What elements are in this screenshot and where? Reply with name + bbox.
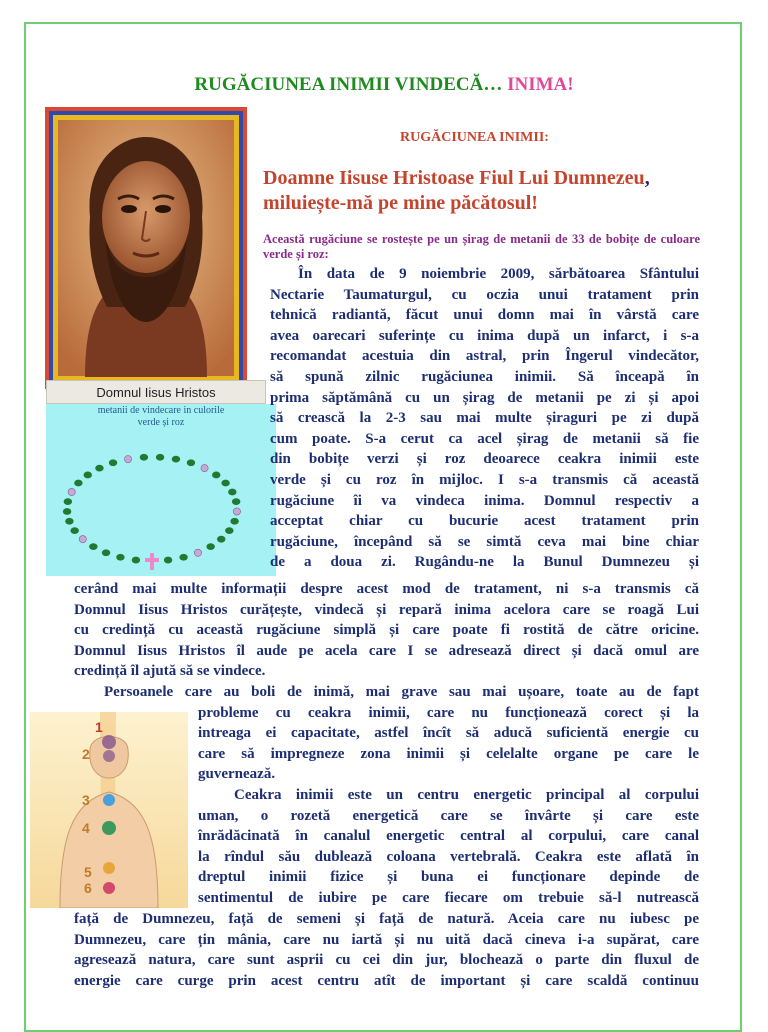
text-line: cum poate. S-a cerut ca acel șirag de metanii să fie <box>270 430 699 447</box>
green-bead <box>116 554 124 561</box>
green-bead <box>172 456 180 463</box>
green-bead <box>70 527 78 534</box>
chakra-number-2: 2 <box>82 746 90 762</box>
chakra-number-3: 3 <box>82 792 90 808</box>
page-title <box>0 74 768 96</box>
text-line: să crească la 2-3 sau mai multe șiraguri pe zi după <box>270 410 699 427</box>
paragraph-1-top <box>270 264 699 573</box>
paragraph-3-top <box>198 785 699 909</box>
green-bead <box>206 543 214 550</box>
portrait-image <box>45 107 247 389</box>
portrait-caption: Domnul Iisus Hristos <box>46 380 266 404</box>
text-line: dreptul inimii fizice și buna ei funcționare depinde de <box>198 869 699 886</box>
chakra-number-6: 6 <box>84 880 92 896</box>
rosary-beads <box>46 404 276 576</box>
green-bead <box>217 536 225 543</box>
green-bead <box>228 489 236 496</box>
text-line: prima săptămână cu un șirag de metanii pe zi și apoi <box>270 389 699 406</box>
pink-bead <box>79 536 86 543</box>
rosary-image <box>46 404 276 576</box>
rosary-cross <box>145 553 159 570</box>
text-line: care să impregneze zona inimii și celelalte organe pe care le <box>198 745 699 762</box>
text-line: guvernează. <box>198 766 276 783</box>
chakra-number-4: 4 <box>82 820 90 836</box>
paragraph-2 <box>198 703 699 785</box>
text-line: să spună zilnic rugăciunea inimii. Să înceapă în <box>270 368 699 385</box>
chakra-figure <box>30 712 188 908</box>
prayer-heading: RUGĂCIUNEA INIMII: <box>400 130 549 145</box>
green-bead <box>164 557 172 564</box>
text-line: Ceakra inimii este un centru energetic principal al corpului <box>234 787 699 803</box>
text-line: uman, o rozetă energetică care se învârte și care este <box>198 807 699 824</box>
text-line: tehnică radiantă, făcut unui domn mai în vârstă care <box>270 307 699 324</box>
title-main: RUGĂCIUNEA INIMII VINDECĂ… <box>194 74 503 95</box>
text-line: avea oarecari suferințe cu inima după un infarct, i s-a <box>270 327 699 344</box>
text-line: Dumnezeu, care țin mânia, care nu iartă și nu uită dacă cineva i-a supărat, care <box>74 931 699 948</box>
text-line: înrădăcinată în canalul energetic central al corpului, care canal <box>198 828 699 845</box>
text-line: cu credință cu această rugăciune simplă și care poate fi rostită de către oricine. <box>74 622 699 639</box>
text-line: Domnul Iisus Hristos curățește, vindecă și repară inima acelora care se roagă Lui <box>74 601 699 618</box>
text-line: la rîndul său dublează coloana vertebrală. Ceakra este aflată în <box>198 848 699 865</box>
green-bead <box>187 459 195 466</box>
green-bead <box>64 498 72 505</box>
prayer-note: Această rugăciune se rostește pe un șirag de metanii de 33 de bobițe de culoare verde și roz: <box>263 232 700 261</box>
text-line: În data de 9 noiembrie 2009, sărbătoarea Sfântului <box>298 266 699 282</box>
text-line: recomandat acestuia din astral, prin Îngerul vindecător, <box>270 348 699 365</box>
green-bead <box>109 459 117 466</box>
text-line: Nectarie Taumaturgul, cu oczia unui tratament prin <box>270 286 699 303</box>
green-bead <box>65 518 73 525</box>
text-line: probleme cu ceakra inimii, care nu funcționează corect și la <box>198 704 699 721</box>
pink-bead <box>233 508 240 515</box>
green-bead <box>221 480 229 487</box>
green-bead <box>225 527 233 534</box>
text-line: energie care curge prin acest centru atît de important și care scaldă continuu <box>74 972 699 989</box>
text-line: sentimentul de iubire pe care fiecare om trebuie să-l nutrească <box>198 889 699 906</box>
green-bead <box>95 465 103 472</box>
paragraph-3-bottom <box>74 909 699 991</box>
text-line: acceptat chiar cu bucurie acest tratament prin <box>270 513 699 530</box>
pink-bead <box>201 465 208 472</box>
pink-bead <box>124 456 131 463</box>
text-line: din bobițe verzi și roz deoarece ceakra inimii este <box>270 451 699 468</box>
text-line: rugăciune, începând să se simtă ceva mai bine chiar <box>270 533 699 550</box>
text-line: Persoanele care au boli de inimă, mai grave sau mai ușoare, toate au de fapt <box>104 684 699 700</box>
green-bead <box>212 472 220 479</box>
green-bead <box>230 518 238 525</box>
paragraph-2-first-line <box>104 682 699 703</box>
prayer-line-2: miluiește-mă pe mine păcătosul! <box>263 192 538 214</box>
green-bead <box>140 454 148 461</box>
text-line: de a doua zi. Rugându-ne la Bunul Dumnezeu și <box>270 554 699 571</box>
rosary-caption: metanii de vindecare in culorile verde și roz <box>97 405 225 428</box>
chakra-number-5: 5 <box>84 864 92 880</box>
prayer-line-1: Doamne Iisuse Hristoase Fiul Lui Dumnezeu <box>263 167 645 189</box>
green-bead <box>156 454 164 461</box>
green-bead <box>74 480 82 487</box>
text-line: rugăciune îi va vindeca inima. Domnul respectiv a <box>270 492 699 509</box>
green-bead <box>63 508 71 515</box>
text-line: față de Dumnezeu, față de semeni și față de natură. Aceia care nu iubesc pe <box>74 911 699 927</box>
text-line: Domnul Iisus Hristos îl aude pe acela care I se adresează direct și dacă omul are <box>74 642 699 659</box>
green-bead <box>179 554 187 561</box>
paragraph-1-bottom <box>74 579 699 682</box>
green-bead <box>84 472 92 479</box>
pink-bead <box>194 549 201 556</box>
title-accent: INIMA! <box>507 74 574 95</box>
text-line: intreaga ei capacitate, astfel încît să aducă suficientă energie cu <box>198 725 699 742</box>
chakra-number-1: 1 <box>95 719 103 735</box>
green-bead <box>102 549 110 556</box>
green-bead <box>232 498 240 505</box>
text-line: verde și cu roz în mijloc. I s-a transmis că această <box>270 471 699 488</box>
text-line: credință îl ajută să se vindece. <box>74 663 266 680</box>
text-line: cerând mai multe informații despre acest mod de tratament, ni s-a transmis că <box>74 581 699 597</box>
green-bead <box>89 543 97 550</box>
text-line: agresează natura, care sunt asprii cu cei din jur, blochează o parte din fluxul de <box>74 952 699 969</box>
pink-bead <box>68 488 75 495</box>
prayer-text: Doamne Iisuse Hristoase Fiul Lui Dumnezeu, miluiește-mă pe mine păcătosul! <box>263 166 733 216</box>
green-bead <box>132 557 140 564</box>
